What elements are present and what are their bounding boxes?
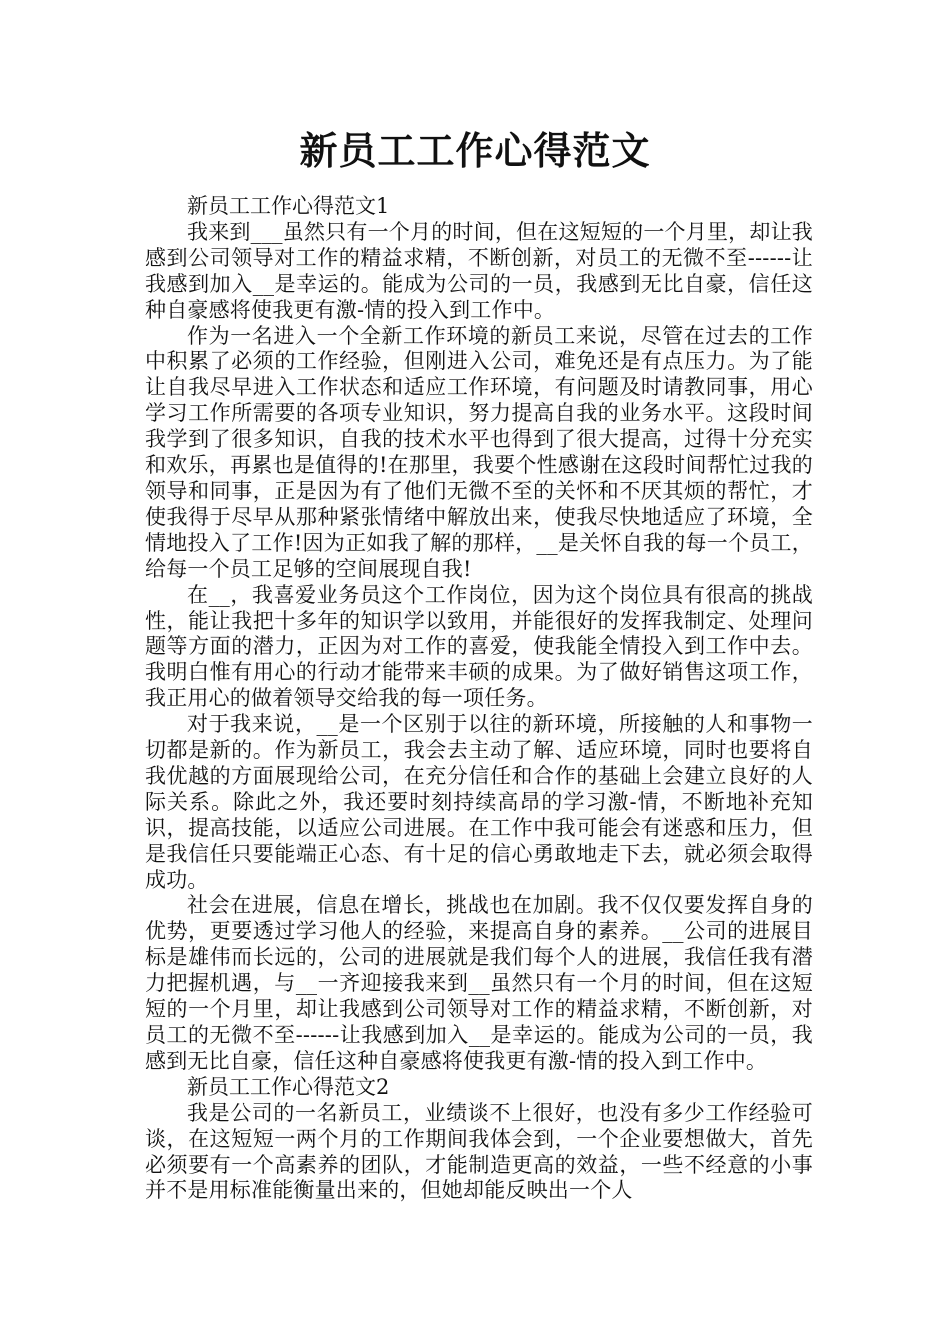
section-heading-2: 新员工工作心得范文2: [187, 1074, 390, 1099]
paragraph: 社会在进展，信息在增长，挑战也在加剧。我不仅仅要发挥自身的优势，更要透过学习他人的经验，来提高自身的素养。__公司的进展目标是雄伟而长远的，公司的进展就是我们每个人的进展，我信任我有潜力把握机遇，与__一齐迎接我来到__虽然只有一个月的时间，但在这短短的一个月里，却让我感到公司领导对工作的精益求精，不断创新，对员工的无微不至------让我感到加入__是幸运的。能成为公司的一员，我感到无比自豪，信任这种自豪感将使我更有激-情的投入到工作中。: [145, 893, 813, 1073]
section-heading-1: 新员工工作心得范文1: [187, 194, 390, 218]
paragraph: 我来到___虽然只有一个月的时间，但在这短短的一个月里，却让我感到公司领导对工作的精益求精，不断创新，对员工的无微不至------让我感到加入__是幸运的。能成为公司的一员，我感到无比自豪，信任这种自豪感将使我更有激-情的投入到工作中。: [145, 219, 813, 322]
paragraph: 对于我来说，__是一个区别于以往的新环境，所接触的人和事物一切都是新的。作为新员工，我会去主动了解、适应环境，同时也要将自我优越的方面展现给公司，在充分信任和合作的基础上会建立良好的人际关系。除此之外，我还要时刻持续高昂的学习激-情，不断地补充知识，提高技能，以适应公司进展。在工作中我可能会有迷惑和压力，但是我信任只要能端正心态、有十足的信心勇敢地走下去，就必须会取得成功。: [145, 712, 813, 892]
document-body: [145, 194, 813, 1204]
paragraph: 我是公司的一名新员工，业绩谈不上很好，也没有多少工作经验可谈，在这短短一两个月的工作期间我体会到，一个企业要想做大，首先必须要有一个高素养的团队，才能制造更高的效益，一些不经意的小事并不是用标准能衡量出来的，但她却能反映出一个人: [145, 1100, 813, 1203]
document-title: 新员工工作心得范文: [299, 129, 651, 173]
paragraph: 在__，我喜爱业务员这个工作岗位，因为这个岗位具有很高的挑战性，能让我把十多年的知识学以致用，并能很好的发挥我制定、处理问题等方面的潜力，正因为对工作的喜爱，使我能全情投入到工作中去。我明白惟有用心的行动才能带来丰硕的成果。为了做好销售这项工作，我正用心的做着领导交给我的每一项任务。: [145, 582, 813, 711]
paragraph: 作为一名进入一个全新工作环境的新员工来说，尽管在过去的工作中积累了必须的工作经验，但刚进入公司，难免还是有点压力。为了能让自我尽早进入工作状态和适应工作环境，有问题及时请教同事，用心学习工作所需要的各项专业知识，努力提高自我的业务水平。这段时间我学到了很多知识，自我的技术水平也得到了很大提高，过得十分充实和欢乐，再累也是值得的!在那里，我要个性感谢在这段时间帮忙过我的领导和同事，正是因为有了他们无微不至的关怀和不厌其烦的帮忙，才使我得于尽早从那种紧张情绪中解放出来，使我尽快地适应了环境，全情地投入了工作!因为正如我了解的那样，__是关怀自我的每一个员工，给每一个员工足够的空间展现自我!: [145, 323, 813, 581]
